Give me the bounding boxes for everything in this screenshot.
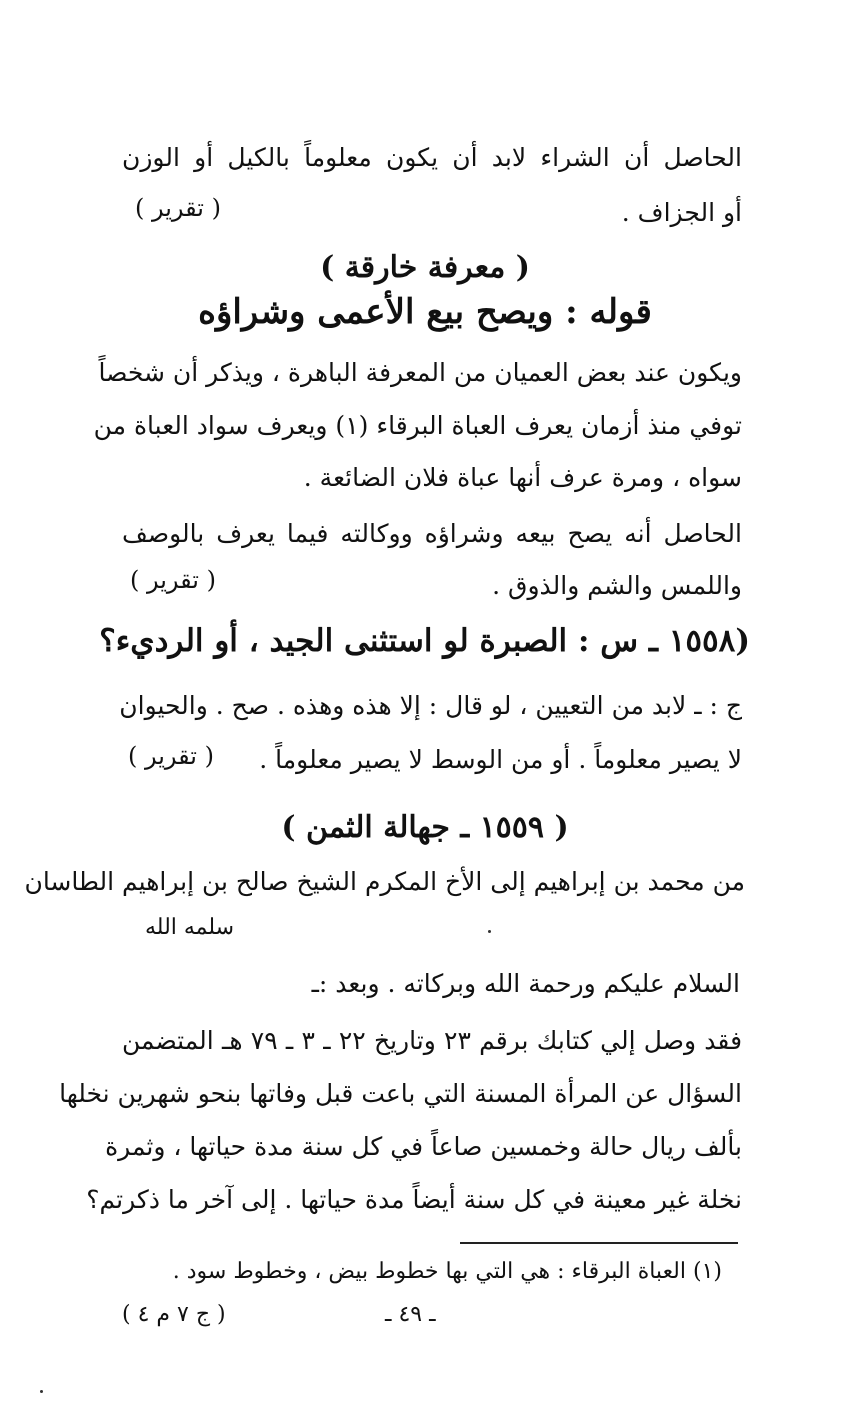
section-heading-1559: ( ١٥٥٩ ـ جهالة الثمن ) [281, 810, 569, 845]
print-speck [488, 930, 491, 933]
letter-body-line-1: فقد وصل إلي كتابك برقم ٢٣ وتاريخ ٢٢ ـ ٣ ـ ٧٩ هـ المتضمن [122, 1026, 743, 1055]
letter-body-line-3: بألف ريال حالة وخمسين صاعاً في كل سنة مدة حياتها ، وثمرة [105, 1132, 742, 1161]
paragraph-2-line-3: سواه ، ومرة عرف أنها عباة فلان الضائعة . [303, 463, 742, 492]
paragraph-2-line-1: ويكون عند بعض العميان من المعرفة الباهرة ، ويذكر أن شخصاً [98, 358, 742, 387]
taqrir-note-1: ( تقرير ) [135, 194, 221, 222]
letter-from-line: من محمد بن إبراهيم إلى الأخ المكرم الشيخ صالح بن إبراهيم الطاسان [24, 867, 745, 896]
volume-reference: ( ج ٧ م ٤ ) [122, 1302, 226, 1327]
answer-1558-line-2: لا يصير معلوماً . أو من الوسط لا يصير معلوماً . [259, 745, 742, 774]
letter-body-line-2: السؤال عن المرأة المسنة التي باعت قبل وفاتها بنحو شهرين نخلها [59, 1079, 742, 1108]
taqrir-note-3: ( تقرير ) [128, 742, 214, 770]
paragraph-2-line-2: توفي منذ أزمان يعرف العباة البرقاء (١) ويعرف سواد العباة من [93, 411, 742, 440]
print-speck [40, 1390, 43, 1393]
paragraph-3-line-2: واللمس والشم والذوق . [492, 571, 742, 600]
footnote-divider [460, 1242, 738, 1244]
letter-salma: سلمه الله [145, 915, 235, 940]
letter-salam: السلام عليكم ورحمة الله وبركاته . وبعد :ـ [311, 969, 740, 998]
paragraph-3-line-1: الحاصل أنه يصح بيعه وشراؤه ووكالته فيما يعرف بالوصف [122, 519, 742, 548]
answer-1558-line-1: ج : ـ لابد من التعيين ، لو قال : إلا هذه وهذه . صح . والحيوان [119, 691, 742, 720]
paragraph-1-line-1: الحاصل أن الشراء لابد أن يكون معلوماً بالكيل أو الوزن [122, 143, 742, 172]
section-heading-qawluhu: قوله : ويصح بيع الأعمى وشراؤه [198, 292, 652, 332]
question-1558-heading: (١٥٥٨ ـ س : الصبرة لو استثنى الجيد ، أو الرديء؟ [99, 623, 750, 659]
letter-body-line-4: نخلة غير معينة في كل سنة أيضاً مدة حياتها . إلى آخر ما ذكرتم؟ [86, 1185, 742, 1214]
footnote-1: (١) العباة البرقاء : هي التي بها خطوط بيض ، وخطوط سود . [172, 1259, 722, 1284]
page-number: ـ ٤٩ ـ [385, 1302, 436, 1327]
section-heading-marifa: ( معرفة خارقة ) [320, 250, 530, 285]
taqrir-note-2: ( تقرير ) [130, 566, 216, 594]
paragraph-1-line-2: أو الجزاف . [621, 198, 742, 227]
